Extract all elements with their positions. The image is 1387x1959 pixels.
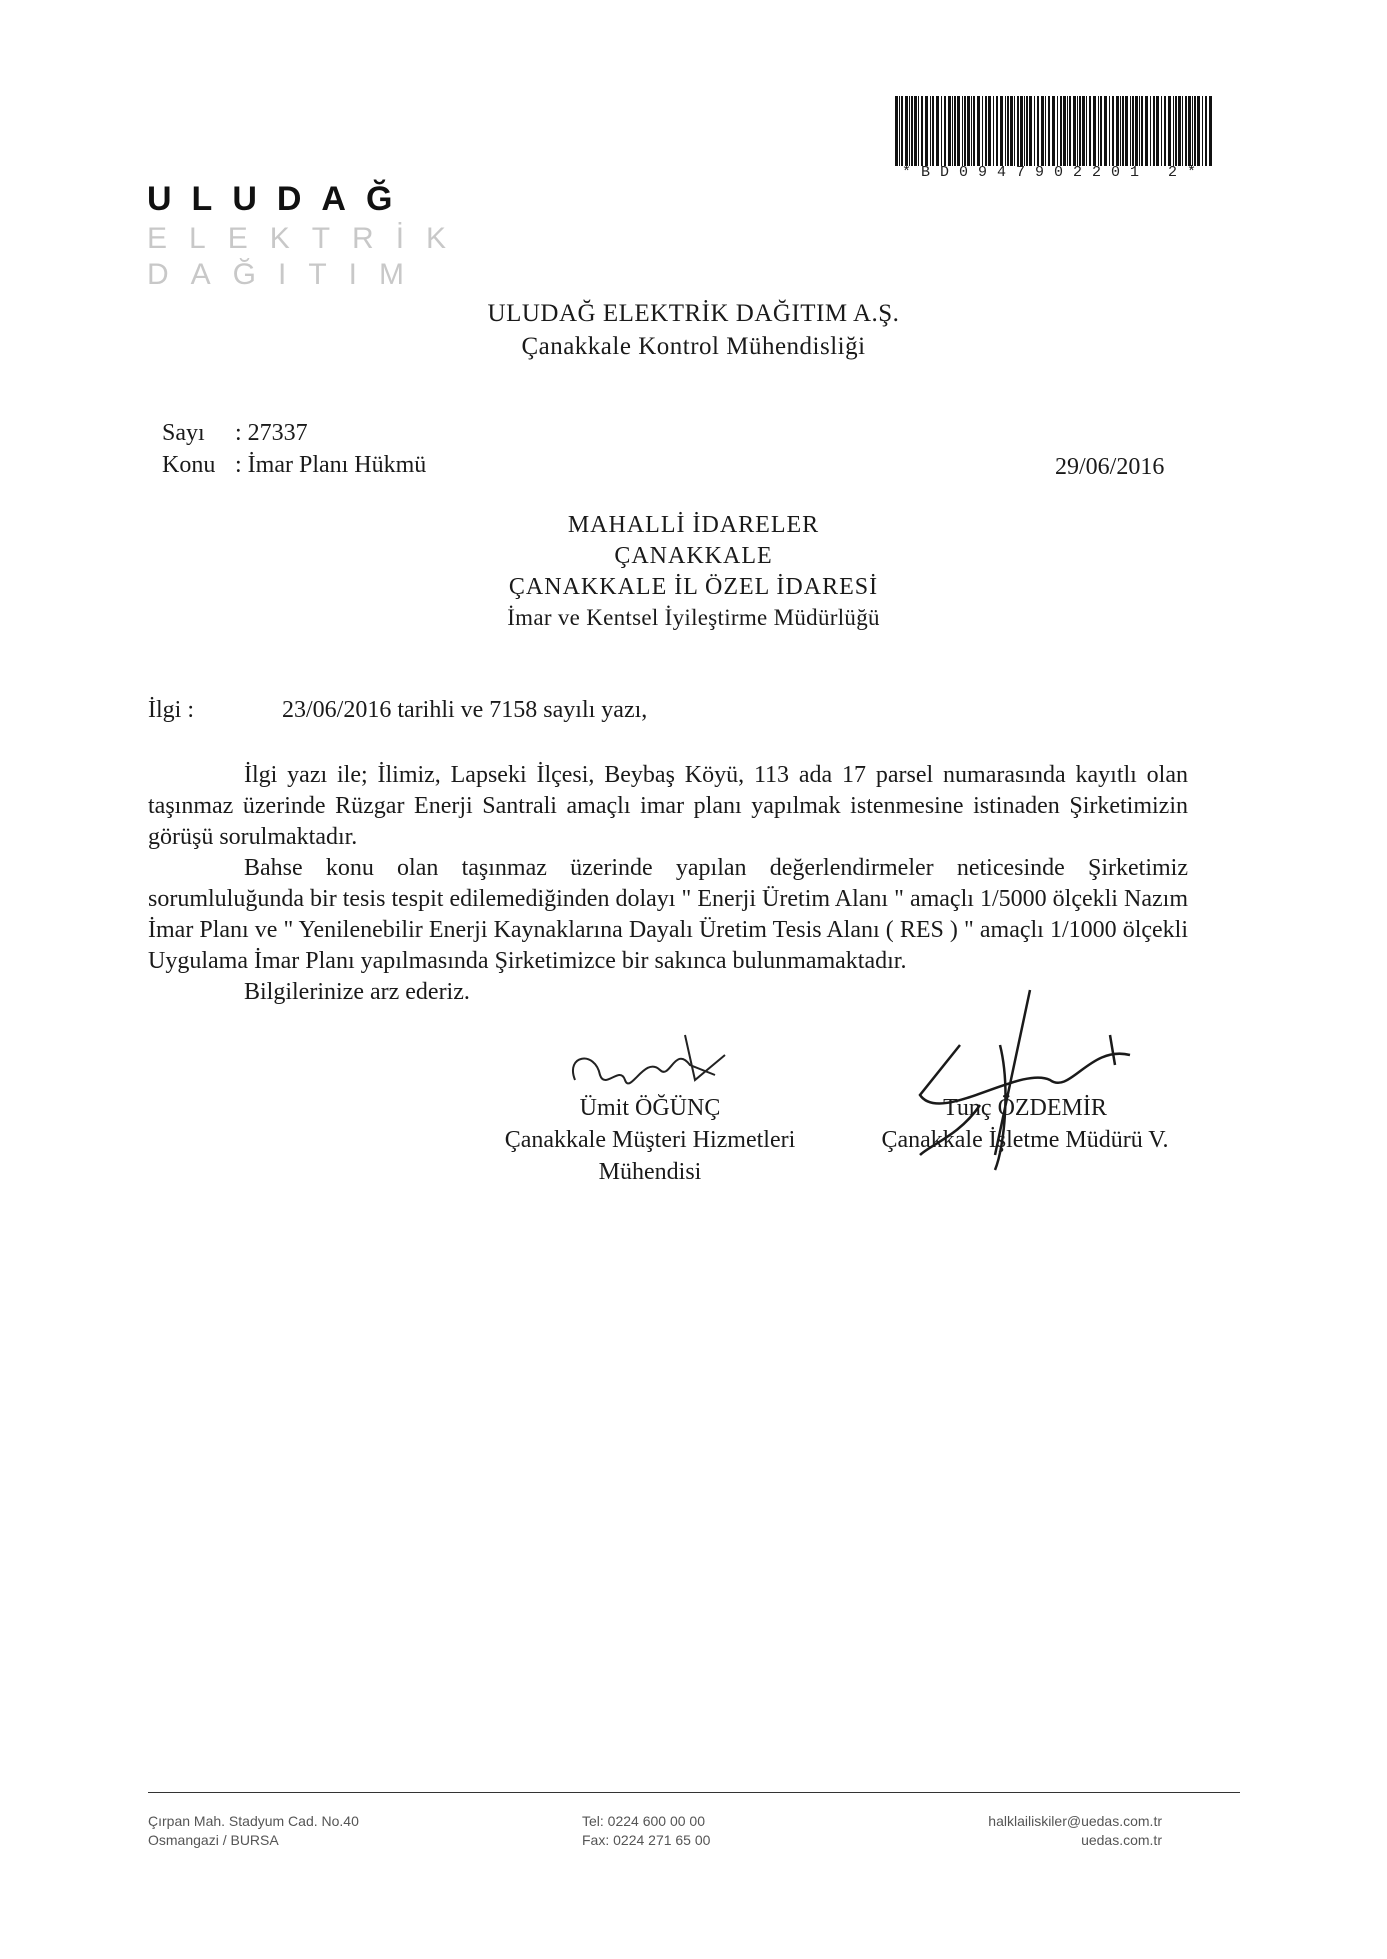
left-signer-name: Ümit ÖĞÜNÇ <box>579 1095 721 1121</box>
signature-block-right <box>855 1092 1195 1156</box>
barcode-bar <box>1029 96 1032 166</box>
barcode-bar <box>914 96 917 166</box>
barcode-text: *BD0947902201 2* <box>901 164 1207 181</box>
barcode-bar <box>977 96 980 166</box>
barcode-bar <box>948 96 951 166</box>
barcode-bar <box>954 96 956 166</box>
barcode-bar <box>967 96 970 166</box>
barcode-bar <box>1175 96 1177 166</box>
barcode-bar <box>962 96 963 166</box>
barcode-bar <box>1202 96 1203 166</box>
company-name: ULUDAĞ ELEKTRİK DAĞITIM A.Ş. <box>487 300 900 327</box>
barcode-bar <box>932 96 934 166</box>
barcode-bar <box>944 96 946 166</box>
barcode-bar <box>1048 96 1050 166</box>
right-signer-name: Tunç ÖZDEMİR <box>943 1095 1107 1121</box>
barcode-bar <box>1182 96 1183 166</box>
konu-label: Konu <box>162 452 216 478</box>
ilgi-label: İlgi : <box>148 697 194 723</box>
barcode-bar <box>1093 96 1096 166</box>
recipient-line3: ÇANAKKALE İL ÖZEL İDARESİ <box>508 574 879 600</box>
company-logo-wordmark: ULUDAĞ <box>147 180 413 218</box>
barcode-bar <box>1057 96 1058 166</box>
footer-address <box>148 1812 359 1850</box>
barcode-bar <box>1122 96 1124 166</box>
barcode-bar <box>905 96 908 166</box>
company-logo-line3: DAĞITIM <box>147 258 426 291</box>
barcode-bar <box>921 96 923 166</box>
barcode-bar <box>1052 96 1055 166</box>
barcode <box>893 96 1215 166</box>
barcode-bar <box>1037 96 1039 166</box>
barcode-bar <box>901 96 903 166</box>
signature-block-left <box>420 1092 880 1188</box>
barcode-bar <box>1116 96 1119 166</box>
barcode-bar <box>1168 96 1171 166</box>
barcode-bar <box>1005 96 1006 166</box>
barcode-bar <box>1185 96 1187 166</box>
barcode-bar <box>936 96 939 166</box>
barcode-bar <box>1014 96 1015 166</box>
barcode-bar <box>1063 96 1066 166</box>
konu-value: : İmar Planı Hükmü <box>235 452 427 478</box>
barcode-bar <box>941 96 942 166</box>
barcode-bar <box>1104 96 1107 166</box>
barcode-bar <box>957 96 960 166</box>
barcode-bar <box>1060 96 1062 166</box>
barcode-bar <box>1067 96 1068 166</box>
barcode-bar <box>909 96 910 166</box>
barcode-bar <box>982 96 983 166</box>
barcode-bar <box>1161 96 1162 166</box>
letter-body <box>148 760 1188 1008</box>
barcode-bar <box>1125 96 1128 166</box>
footer-tel: Tel: 0224 600 00 00 <box>582 1813 705 1829</box>
ilgi-value: 23/06/2016 tarihli ve 7158 sayılı yazı, <box>282 697 648 723</box>
barcode-bar <box>1109 96 1110 166</box>
barcode-bar <box>973 96 975 166</box>
barcode-bar <box>1112 96 1114 166</box>
barcode-bar <box>1209 96 1212 166</box>
barcode-bar <box>925 96 928 166</box>
barcode-bar <box>1041 96 1044 166</box>
barcode-bar <box>988 96 991 166</box>
body-paragraph-1: İlgi yazı ile; İlimiz, Lapseki İlçesi, Beybaş Köyü, 113 ada 17 parsel numarasında kayıtlı olan taşınmaz üzerinde Rüzgar Enerji Santrali amaçlı imar planı yapılmak istenmesine istinaden Şirketimizin görüşü sorulmaktadır. <box>148 762 1188 850</box>
sayi-value: : 27337 <box>235 420 308 446</box>
barcode-bar <box>1086 96 1087 166</box>
footer-address-line1: Çırpan Mah. Stadyum Cad. No.40 <box>148 1813 359 1829</box>
barcode-bar <box>1089 96 1091 166</box>
barcode-bar <box>1205 96 1207 166</box>
office-name: Çanakkale Kontrol Mühendisliği <box>521 333 866 360</box>
footer-website: uedas.com.tr <box>1081 1832 1162 1848</box>
barcode-bar <box>1020 96 1023 166</box>
body-paragraph-2: Bahse konu olan taşınmaz üzerinde yapılan değerlendirmeler neticesinde Şirketimiz sorumluluğunda bir tesis tespit edilemediğinden dolayı " Enerji Üretim Alanı " amaçlı 1/5000 ölçekli Nazım İmar Planı ve " Yenilenebilir Enerji Kaynaklarına Dayalı Üretim Tesis Alanı ( RES ) " amaçlı 1/1000 ölçekli Uygulama İmar Planı yapılmasında Şirketimizce bir sakınca bulunmamaktadır. <box>148 855 1188 974</box>
company-logo-line2: ELEKTRİK <box>147 222 469 255</box>
barcode-bar <box>1141 96 1143 166</box>
barcode-bar <box>1150 96 1151 166</box>
document-date: 29/06/2016 <box>1055 454 1165 480</box>
left-signer-title: Çanakkale Müşteri Hizmetleri <box>504 1127 796 1153</box>
left-signer-title2: Mühendisi <box>598 1159 702 1185</box>
barcode-bar <box>1135 96 1138 166</box>
barcode-bar <box>952 96 953 166</box>
barcode-bar <box>1082 96 1085 166</box>
barcode-bar <box>1007 96 1009 166</box>
barcode-bar <box>1178 96 1181 166</box>
barcode-bar <box>1139 96 1140 166</box>
barcode-bar <box>895 96 898 166</box>
barcode-bar <box>971 96 972 166</box>
barcode-bar <box>1173 96 1174 166</box>
barcode-bar <box>1188 96 1191 166</box>
barcode-bar <box>993 96 994 166</box>
sayi-label: Sayı <box>162 420 205 446</box>
barcode-bar <box>1000 96 1003 166</box>
left-signature-scribble <box>565 1025 735 1100</box>
recipient-line1: MAHALLİ İDARELER <box>567 512 820 538</box>
barcode-bar <box>1045 96 1046 166</box>
barcode-bar <box>1132 96 1134 166</box>
barcode-bar <box>918 96 919 166</box>
barcode-bar <box>1100 96 1102 166</box>
barcode-bar <box>996 96 998 166</box>
body-paragraph-3: Bilgilerinize arz ederiz. <box>244 979 470 1005</box>
barcode-bar <box>1034 96 1035 166</box>
barcode-bar <box>1164 96 1166 166</box>
footer-fax: Fax: 0224 271 65 00 <box>582 1832 711 1848</box>
barcode-bar <box>1197 96 1200 166</box>
barcode-bar <box>1077 96 1078 166</box>
footer-address-line2: Osmangazi / BURSA <box>148 1832 279 1848</box>
barcode-bar <box>1024 96 1025 166</box>
barcode-bar <box>1145 96 1148 166</box>
barcode-bar <box>1026 96 1028 166</box>
barcode-bar <box>1130 96 1131 166</box>
barcode-bar <box>899 96 900 166</box>
barcode-bar <box>1153 96 1155 166</box>
barcode-bar <box>1192 96 1193 166</box>
barcode-bar <box>1017 96 1019 166</box>
recipient-line4: İmar ve Kentsel İyileştirme Müdürlüğü <box>507 605 880 630</box>
recipient-line2: ÇANAKKALE <box>614 543 773 569</box>
barcode-bar <box>1079 96 1081 166</box>
footer-email: halklailiskiler@uedas.com.tr <box>988 1813 1162 1829</box>
barcode-bar <box>911 96 913 166</box>
barcode-bar <box>1069 96 1071 166</box>
barcode-bar <box>930 96 931 166</box>
barcode-bar <box>1098 96 1099 166</box>
barcode-bar <box>964 96 966 166</box>
barcode-bar <box>1194 96 1196 166</box>
right-signer-title: Çanakkale İşletme Müdürü V. <box>881 1127 1169 1153</box>
footer-contact <box>582 1812 710 1850</box>
barcode-bar <box>1120 96 1121 166</box>
barcode-bar <box>1010 96 1013 166</box>
footer-web <box>940 1812 1162 1850</box>
footer-divider <box>148 1792 1240 1793</box>
barcode-bar <box>985 96 987 166</box>
barcode-bar <box>1156 96 1159 166</box>
barcode-bar <box>1073 96 1076 166</box>
